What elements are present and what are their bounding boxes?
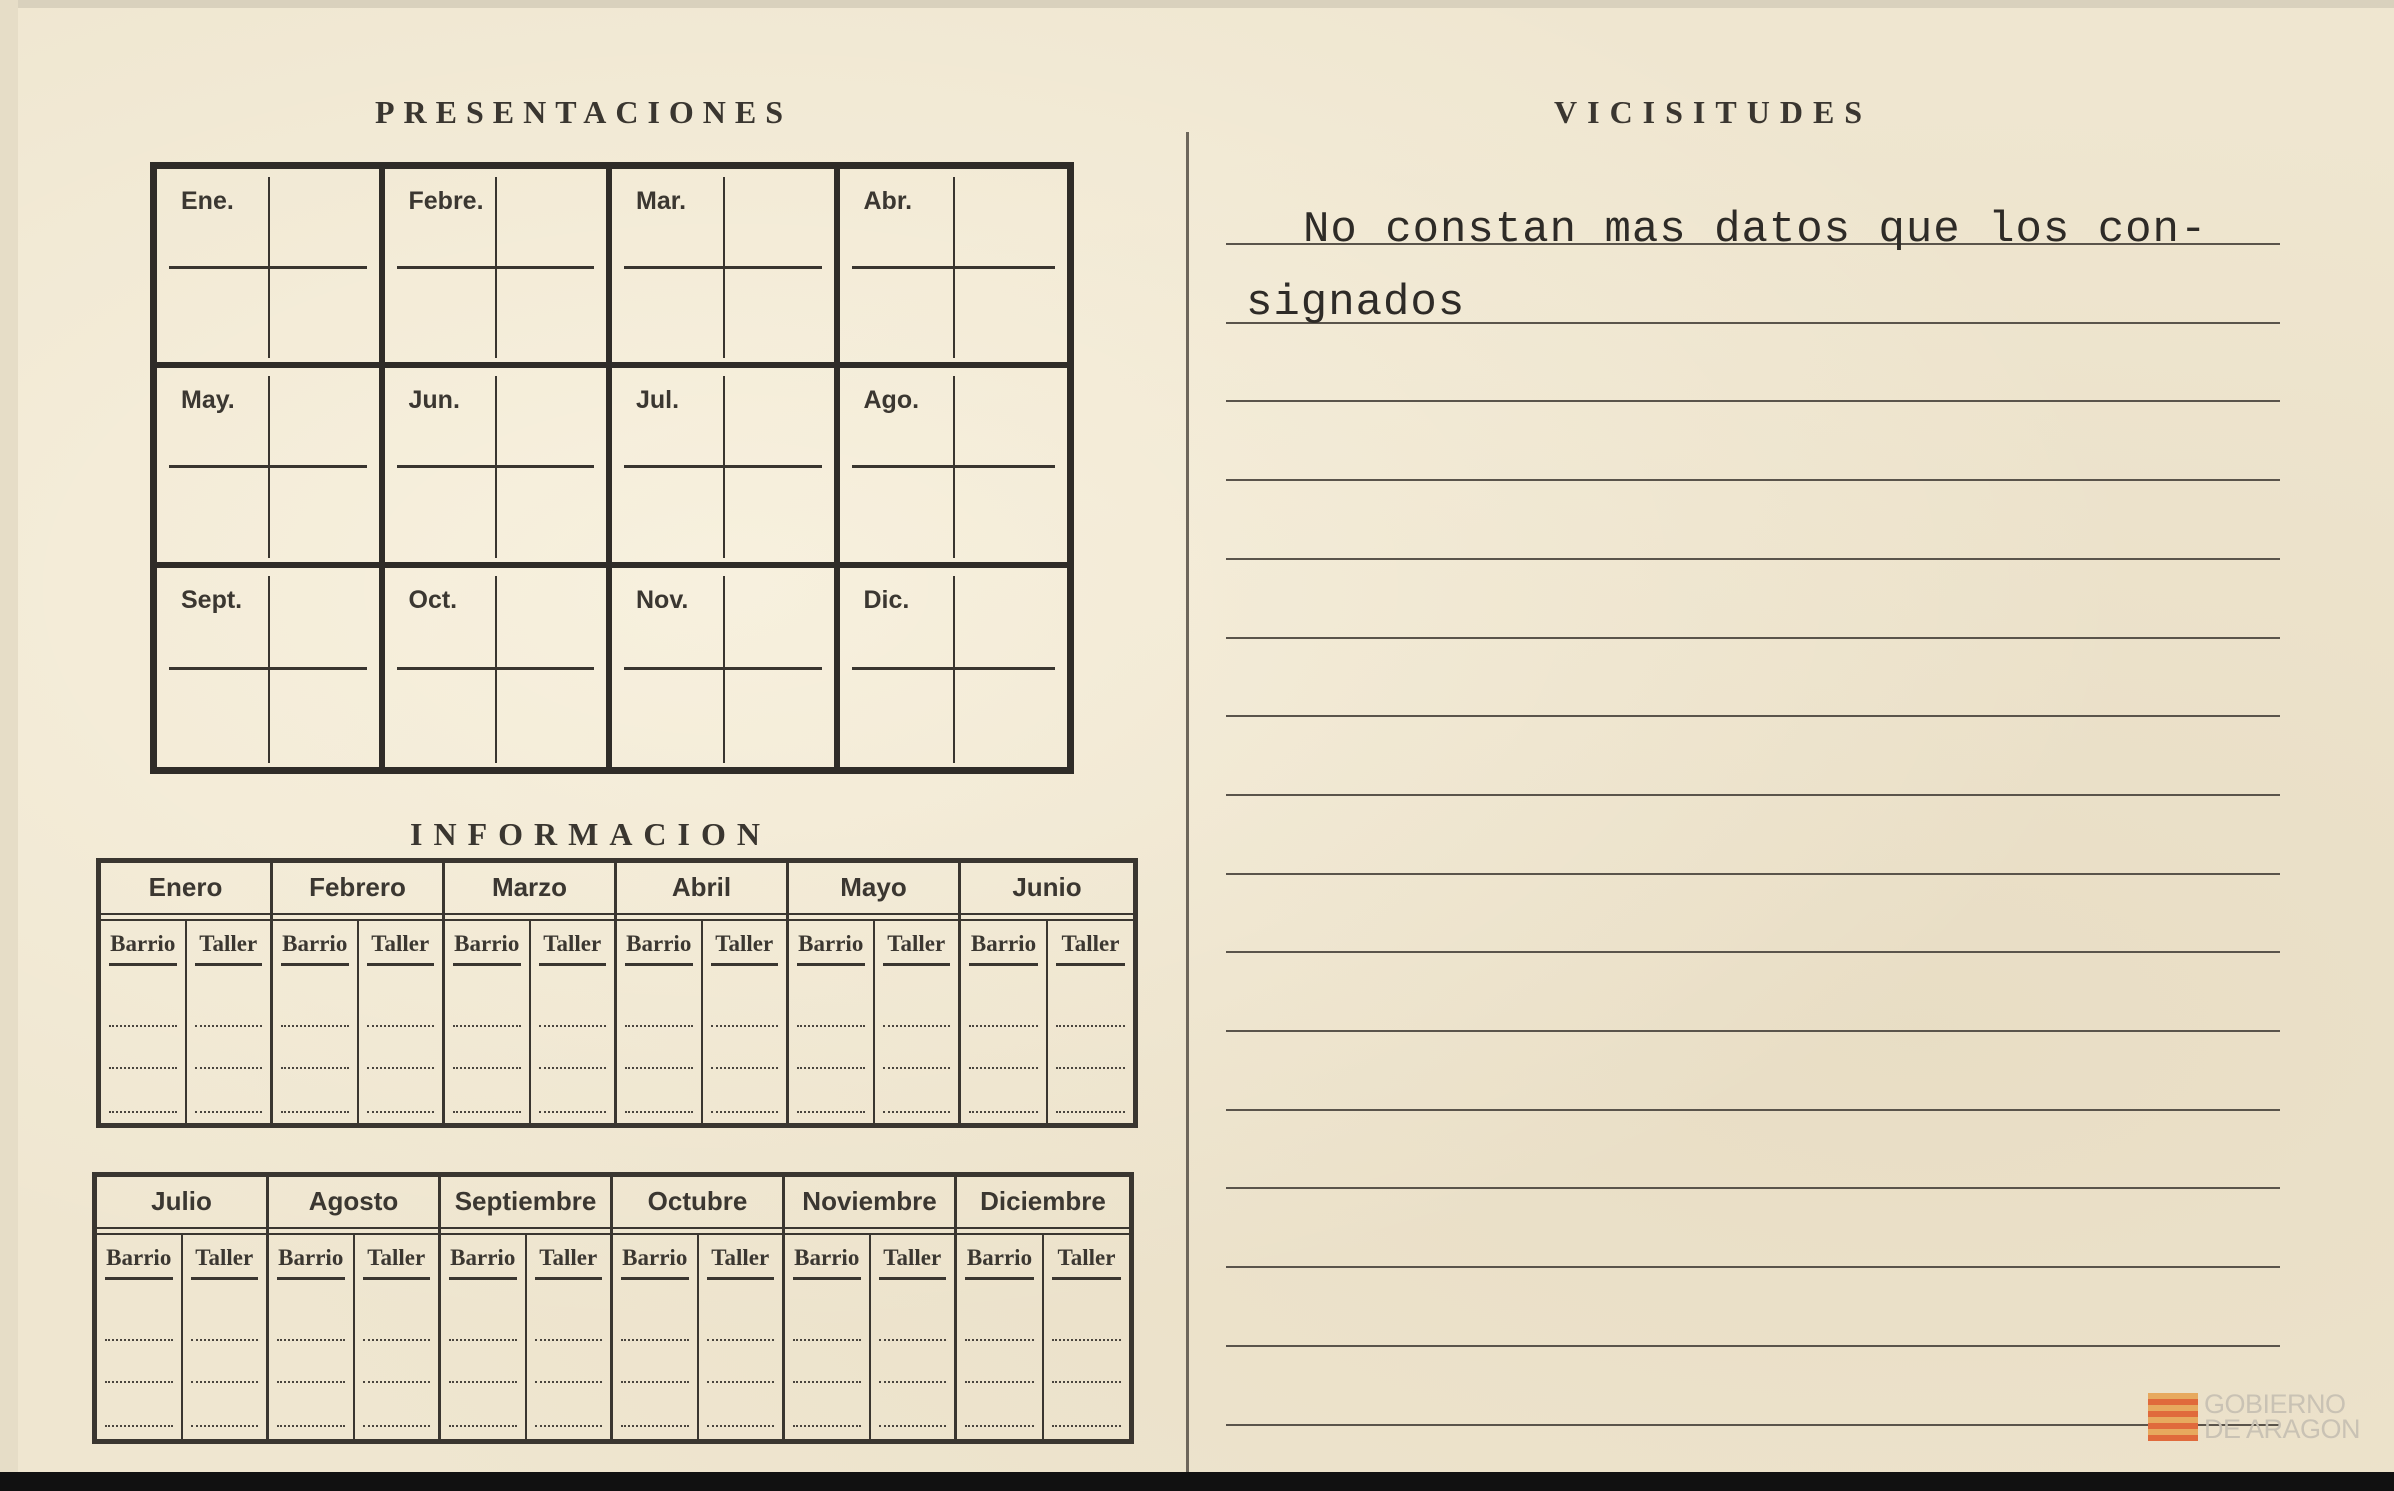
barrio-column xyxy=(785,1235,871,1439)
presentaciones-month-cell xyxy=(612,169,840,368)
dotted-entry-line xyxy=(969,1111,1038,1113)
barrio-label: Barrio xyxy=(109,931,177,966)
dotted-entry-line xyxy=(621,1425,689,1427)
informacion-month-label: Julio xyxy=(97,1177,266,1229)
informacion-month-column xyxy=(101,863,273,1123)
informacion-month-label: Octubre xyxy=(613,1177,782,1229)
dotted-entry-line xyxy=(453,1067,521,1069)
dotted-entry-line xyxy=(797,1025,865,1027)
dotted-entry-line xyxy=(965,1381,1034,1383)
informacion-month-label: Septiembre xyxy=(441,1177,610,1229)
card-top-edge xyxy=(18,0,2394,8)
informacion-month-column xyxy=(441,1177,613,1439)
presentaciones-month-label: Ago. xyxy=(863,386,920,415)
cell-horizontal-rule xyxy=(397,465,595,468)
dotted-entry-line xyxy=(367,1067,435,1069)
presentaciones-month-cell xyxy=(157,169,385,368)
informacion-month-column xyxy=(269,1177,441,1439)
cell-horizontal-rule xyxy=(852,266,1056,269)
dotted-entry-line xyxy=(277,1339,345,1341)
dotted-entry-line xyxy=(105,1339,173,1341)
dotted-entry-line xyxy=(969,1025,1038,1027)
watermark-line-2: DE ARAGON xyxy=(2204,1414,2361,1444)
barrio-label: Barrio xyxy=(625,931,693,966)
vicisitudes-rule-line xyxy=(1226,951,2280,953)
taller-column xyxy=(699,1235,783,1439)
informacion-month-column xyxy=(617,863,789,1123)
taller-label: Taller xyxy=(195,931,263,966)
dotted-entry-line xyxy=(281,1025,349,1027)
presentaciones-month-cell xyxy=(840,368,1068,567)
presentaciones-month-cell xyxy=(385,368,613,567)
dotted-entry-line xyxy=(1052,1425,1121,1427)
informacion-subcolumns xyxy=(97,1233,266,1439)
informacion-month-label: Agosto xyxy=(269,1177,438,1229)
cell-horizontal-rule xyxy=(624,266,822,269)
vicisitudes-heading: VICISITUDES xyxy=(1554,94,1873,130)
dotted-entry-line xyxy=(449,1381,517,1383)
presentaciones-month-cell xyxy=(157,568,385,767)
presentaciones-month-cell xyxy=(157,368,385,567)
barrio-column xyxy=(445,921,531,1123)
vicisitudes-rule-line xyxy=(1226,1345,2280,1347)
dotted-entry-line xyxy=(621,1381,689,1383)
informacion-subcolumns xyxy=(957,1233,1129,1439)
dotted-entry-line xyxy=(879,1425,947,1427)
presentaciones-month-label: Febre. xyxy=(408,187,484,215)
presentaciones-month-label: Mar. xyxy=(636,187,687,215)
taller-label: Taller xyxy=(367,931,435,966)
presentaciones-month-label: Ene. xyxy=(181,187,234,215)
informacion-month-label: Diciembre xyxy=(957,1177,1129,1229)
dotted-entry-line xyxy=(797,1067,865,1069)
cell-horizontal-rule xyxy=(397,667,595,670)
informacion-month-column xyxy=(789,863,961,1123)
dotted-entry-line xyxy=(625,1111,693,1113)
dotted-entry-line xyxy=(539,1025,607,1027)
dotted-entry-line xyxy=(793,1425,861,1427)
presentaciones-month-cell xyxy=(612,368,840,567)
dotted-entry-line xyxy=(1052,1339,1121,1341)
presentaciones-month-cell xyxy=(612,568,840,767)
barrio-label: Barrio xyxy=(621,1245,689,1280)
taller-column xyxy=(183,1235,267,1439)
dotted-entry-line xyxy=(711,1025,779,1027)
taller-label: Taller xyxy=(539,931,607,966)
presentaciones-month-label: Nov. xyxy=(636,585,689,614)
taller-column xyxy=(527,1235,611,1439)
presentaciones-month-label: Jul. xyxy=(636,386,680,415)
taller-label: Taller xyxy=(879,1245,947,1280)
dotted-entry-line xyxy=(363,1425,431,1427)
informacion-month-label: Enero xyxy=(101,863,270,915)
dotted-entry-line xyxy=(883,1111,951,1113)
informacion-month-column xyxy=(273,863,445,1123)
taller-column xyxy=(1048,921,1133,1123)
barrio-label: Barrio xyxy=(105,1245,173,1280)
presentaciones-month-cell xyxy=(385,169,613,368)
dotted-entry-line xyxy=(195,1025,263,1027)
presentaciones-heading: PRESENTACIONES xyxy=(375,94,793,130)
presentaciones-month-label: Jun. xyxy=(408,386,460,415)
presentaciones-month-label: Dic. xyxy=(863,585,910,614)
dotted-entry-line xyxy=(105,1381,173,1383)
dotted-entry-line xyxy=(105,1425,173,1427)
presentaciones-month-label: Abr. xyxy=(863,187,913,215)
dotted-entry-line xyxy=(191,1339,259,1341)
center-divider xyxy=(1186,132,1189,1472)
dotted-entry-line xyxy=(707,1339,775,1341)
dotted-entry-line xyxy=(969,1067,1038,1069)
taller-column xyxy=(871,1235,955,1439)
dotted-entry-line xyxy=(965,1339,1034,1341)
presentaciones-month-cell xyxy=(385,568,613,767)
dotted-entry-line xyxy=(625,1067,693,1069)
dotted-entry-line xyxy=(191,1381,259,1383)
vicisitudes-typed-line-1: No constan mas datos que los con- xyxy=(1303,205,2208,255)
informacion-month-column xyxy=(785,1177,957,1439)
dotted-entry-line xyxy=(277,1381,345,1383)
dotted-entry-line xyxy=(191,1425,259,1427)
dotted-entry-line xyxy=(363,1339,431,1341)
vicisitudes-rule-line xyxy=(1226,637,2280,639)
dotted-entry-line xyxy=(109,1025,177,1027)
informacion-subcolumns xyxy=(445,919,614,1123)
dotted-entry-line xyxy=(109,1067,177,1069)
informacion-subcolumns xyxy=(789,919,958,1123)
cell-horizontal-rule xyxy=(852,667,1056,670)
dotted-entry-line xyxy=(195,1111,263,1113)
informacion-table-first-half xyxy=(96,858,1138,1128)
dotted-entry-line xyxy=(793,1339,861,1341)
dotted-entry-line xyxy=(109,1111,177,1113)
informacion-month-column xyxy=(97,1177,269,1439)
dotted-entry-line xyxy=(1056,1025,1125,1027)
dotted-entry-line xyxy=(453,1111,521,1113)
barrio-column xyxy=(441,1235,527,1439)
informacion-subcolumns xyxy=(269,1233,438,1439)
dotted-entry-line xyxy=(449,1339,517,1341)
informacion-month-label: Marzo xyxy=(445,863,614,915)
dotted-entry-line xyxy=(535,1425,603,1427)
vicisitudes-rule-line xyxy=(1226,400,2280,402)
informacion-subcolumns xyxy=(785,1233,954,1439)
vicisitudes-rule-line xyxy=(1226,873,2280,875)
taller-column xyxy=(187,921,271,1123)
informacion-table-second-half xyxy=(92,1172,1134,1444)
informacion-month-label: Abril xyxy=(617,863,786,915)
taller-label: Taller xyxy=(191,1245,259,1280)
taller-label: Taller xyxy=(883,931,951,966)
watermark-text xyxy=(2204,1389,2361,1444)
dotted-entry-line xyxy=(711,1111,779,1113)
barrio-column xyxy=(617,921,703,1123)
dotted-entry-line xyxy=(797,1111,865,1113)
informacion-subcolumns xyxy=(613,1233,782,1439)
watermark-line-1: GOBIERNO xyxy=(2204,1389,2346,1419)
barrio-column xyxy=(269,1235,355,1439)
dotted-entry-line xyxy=(1056,1111,1125,1113)
barrio-label: Barrio xyxy=(969,931,1038,966)
presentaciones-calendar xyxy=(150,162,1074,774)
taller-label: Taller xyxy=(707,1245,775,1280)
barrio-column xyxy=(957,1235,1044,1439)
taller-column xyxy=(359,921,443,1123)
presentaciones-month-cell xyxy=(840,169,1068,368)
vicisitudes-rule-line xyxy=(1226,1424,2280,1426)
dotted-entry-line xyxy=(1052,1381,1121,1383)
taller-label: Taller xyxy=(1052,1245,1121,1280)
taller-column xyxy=(531,921,615,1123)
dotted-entry-line xyxy=(879,1381,947,1383)
taller-column xyxy=(703,921,787,1123)
dotted-entry-line xyxy=(535,1339,603,1341)
dotted-entry-line xyxy=(1056,1067,1125,1069)
informacion-month-label: Junio xyxy=(961,863,1133,915)
dotted-entry-line xyxy=(625,1025,693,1027)
informacion-month-column xyxy=(961,863,1133,1123)
taller-column xyxy=(1044,1235,1129,1439)
taller-label: Taller xyxy=(711,931,779,966)
cell-horizontal-rule xyxy=(169,667,367,670)
informacion-heading: INFORMACION xyxy=(410,816,771,852)
informacion-month-label: Mayo xyxy=(789,863,958,915)
dotted-entry-line xyxy=(449,1425,517,1427)
dotted-entry-line xyxy=(707,1381,775,1383)
barrio-column xyxy=(101,921,187,1123)
barrio-column xyxy=(273,921,359,1123)
dotted-entry-line xyxy=(539,1111,607,1113)
informacion-month-label: Febrero xyxy=(273,863,442,915)
dotted-entry-line xyxy=(281,1067,349,1069)
dotted-entry-line xyxy=(195,1067,263,1069)
cell-horizontal-rule xyxy=(169,266,367,269)
barrio-label: Barrio xyxy=(281,931,349,966)
vicisitudes-rule-line xyxy=(1226,1030,2280,1032)
informacion-subcolumns xyxy=(617,919,786,1123)
vicisitudes-rule-line xyxy=(1226,1187,2280,1189)
dotted-entry-line xyxy=(539,1067,607,1069)
barrio-column xyxy=(97,1235,183,1439)
informacion-subcolumns xyxy=(961,919,1133,1123)
informacion-month-column xyxy=(613,1177,785,1439)
barrio-label: Barrio xyxy=(453,931,521,966)
barrio-label: Barrio xyxy=(277,1245,345,1280)
dotted-entry-line xyxy=(883,1067,951,1069)
aragon-flag-icon xyxy=(2148,1393,2198,1441)
cell-horizontal-rule xyxy=(624,465,822,468)
dotted-entry-line xyxy=(367,1025,435,1027)
dotted-entry-line xyxy=(367,1111,435,1113)
cell-horizontal-rule xyxy=(397,266,595,269)
vicisitudes-rule-line xyxy=(1226,715,2280,717)
barrio-column xyxy=(961,921,1048,1123)
dotted-entry-line xyxy=(363,1381,431,1383)
dotted-entry-line xyxy=(883,1025,951,1027)
dotted-entry-line xyxy=(793,1381,861,1383)
dotted-entry-line xyxy=(621,1339,689,1341)
vicisitudes-rule-line xyxy=(1226,479,2280,481)
cell-horizontal-rule xyxy=(624,667,822,670)
barrio-label: Barrio xyxy=(449,1245,517,1280)
taller-label: Taller xyxy=(535,1245,603,1280)
dotted-entry-line xyxy=(535,1381,603,1383)
informacion-subcolumns xyxy=(101,919,270,1123)
presentaciones-month-label: Oct. xyxy=(408,585,458,614)
barrio-column xyxy=(789,921,875,1123)
barrio-label: Barrio xyxy=(965,1245,1034,1280)
informacion-subcolumns xyxy=(441,1233,610,1439)
vicisitudes-rule-line xyxy=(1226,1109,2280,1111)
dotted-entry-line xyxy=(453,1025,521,1027)
taller-column xyxy=(875,921,959,1123)
presentaciones-month-label: May. xyxy=(181,386,235,415)
barrio-column xyxy=(613,1235,699,1439)
taller-label: Taller xyxy=(1056,931,1125,966)
dotted-entry-line xyxy=(965,1425,1034,1427)
informacion-subcolumns xyxy=(273,919,442,1123)
presentaciones-month-label: Sept. xyxy=(181,585,243,614)
dotted-entry-line xyxy=(277,1425,345,1427)
dotted-entry-line xyxy=(281,1111,349,1113)
vicisitudes-rule-line xyxy=(1226,558,2280,560)
vicisitudes-rule-line xyxy=(1226,794,2280,796)
informacion-month-column xyxy=(957,1177,1129,1439)
dotted-entry-line xyxy=(711,1067,779,1069)
barrio-label: Barrio xyxy=(793,1245,861,1280)
dotted-entry-line xyxy=(707,1425,775,1427)
cell-horizontal-rule xyxy=(169,465,367,468)
presentaciones-month-cell xyxy=(840,568,1068,767)
barrio-label: Barrio xyxy=(797,931,865,966)
vicisitudes-typed-line-2: signados xyxy=(1246,278,1466,328)
informacion-month-column xyxy=(445,863,617,1123)
informacion-month-label: Noviembre xyxy=(785,1177,954,1229)
cell-horizontal-rule xyxy=(852,465,1056,468)
taller-column xyxy=(355,1235,439,1439)
vicisitudes-rule-line xyxy=(1226,1266,2280,1268)
dotted-entry-line xyxy=(879,1339,947,1341)
taller-label: Taller xyxy=(363,1245,431,1280)
